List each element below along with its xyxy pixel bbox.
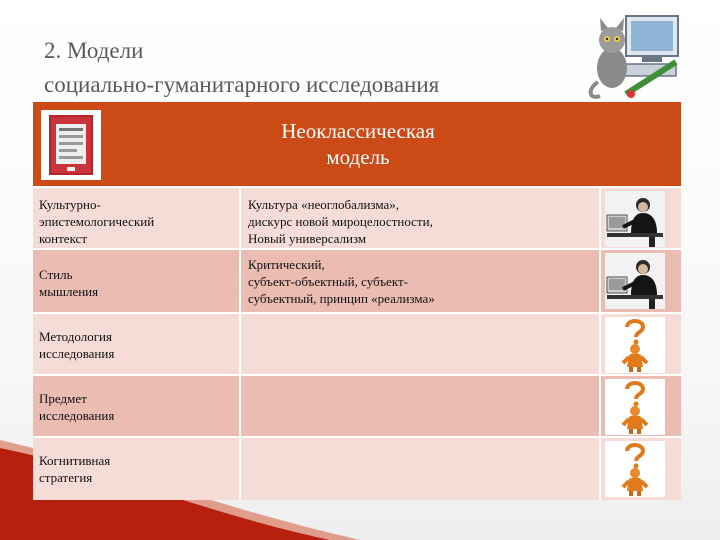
question-figure-icon xyxy=(605,317,665,373)
slide-title-line-2: социально-гуманитарного исследования xyxy=(44,72,440,97)
book-icon xyxy=(41,110,101,180)
table-header-line-1: Неоклассическая xyxy=(281,119,435,143)
row-label-line: стратегия xyxy=(39,470,93,485)
slide-title-line-1: 2. Модели xyxy=(44,38,144,63)
row-description-line: дискурс новой мироцелостности, xyxy=(248,214,433,229)
question-figure-icon xyxy=(605,441,665,497)
slide-title xyxy=(44,34,439,102)
table-header-line-2: модель xyxy=(326,145,390,169)
model-table xyxy=(33,102,681,498)
row-description-line: Новый универсализм xyxy=(248,231,367,246)
row-label xyxy=(39,266,235,300)
person-at-computer-icon xyxy=(605,191,665,247)
row-label-line: исследования xyxy=(39,408,115,423)
row-label-line: мышления xyxy=(39,284,99,299)
row-label xyxy=(39,328,235,362)
row-label xyxy=(39,196,235,247)
row-label-line: Предмет xyxy=(39,391,87,406)
table-row xyxy=(33,248,681,314)
row-description-line: Культура «неоглобализма», xyxy=(248,197,400,212)
table-row xyxy=(33,374,681,438)
row-description-line: субъектный, принцип «реализма» xyxy=(248,291,435,306)
row-label-line: эпистемологический xyxy=(39,214,155,229)
row-description xyxy=(248,256,593,307)
row-label-line: Методология xyxy=(39,329,112,344)
table-row xyxy=(33,312,681,376)
row-description xyxy=(248,196,593,247)
person-at-computer-icon xyxy=(605,253,665,309)
row-label xyxy=(39,390,235,424)
row-description-line: субъект-объектный, субъект- xyxy=(248,274,408,289)
table-header xyxy=(33,102,681,186)
row-description-line: Критический, xyxy=(248,257,325,272)
question-figure-icon xyxy=(605,379,665,435)
row-label-line: Культурно- xyxy=(39,197,101,212)
table-header-title xyxy=(208,118,508,170)
table-row xyxy=(33,436,681,500)
row-label xyxy=(39,452,235,486)
row-label-line: Когнитивная xyxy=(39,453,111,468)
cat-with-computer-clipart-icon xyxy=(586,10,682,102)
table-row xyxy=(33,186,681,250)
row-label-line: контекст xyxy=(39,231,88,246)
row-label-line: Стиль xyxy=(39,267,73,282)
row-label-line: исследования xyxy=(39,346,115,361)
